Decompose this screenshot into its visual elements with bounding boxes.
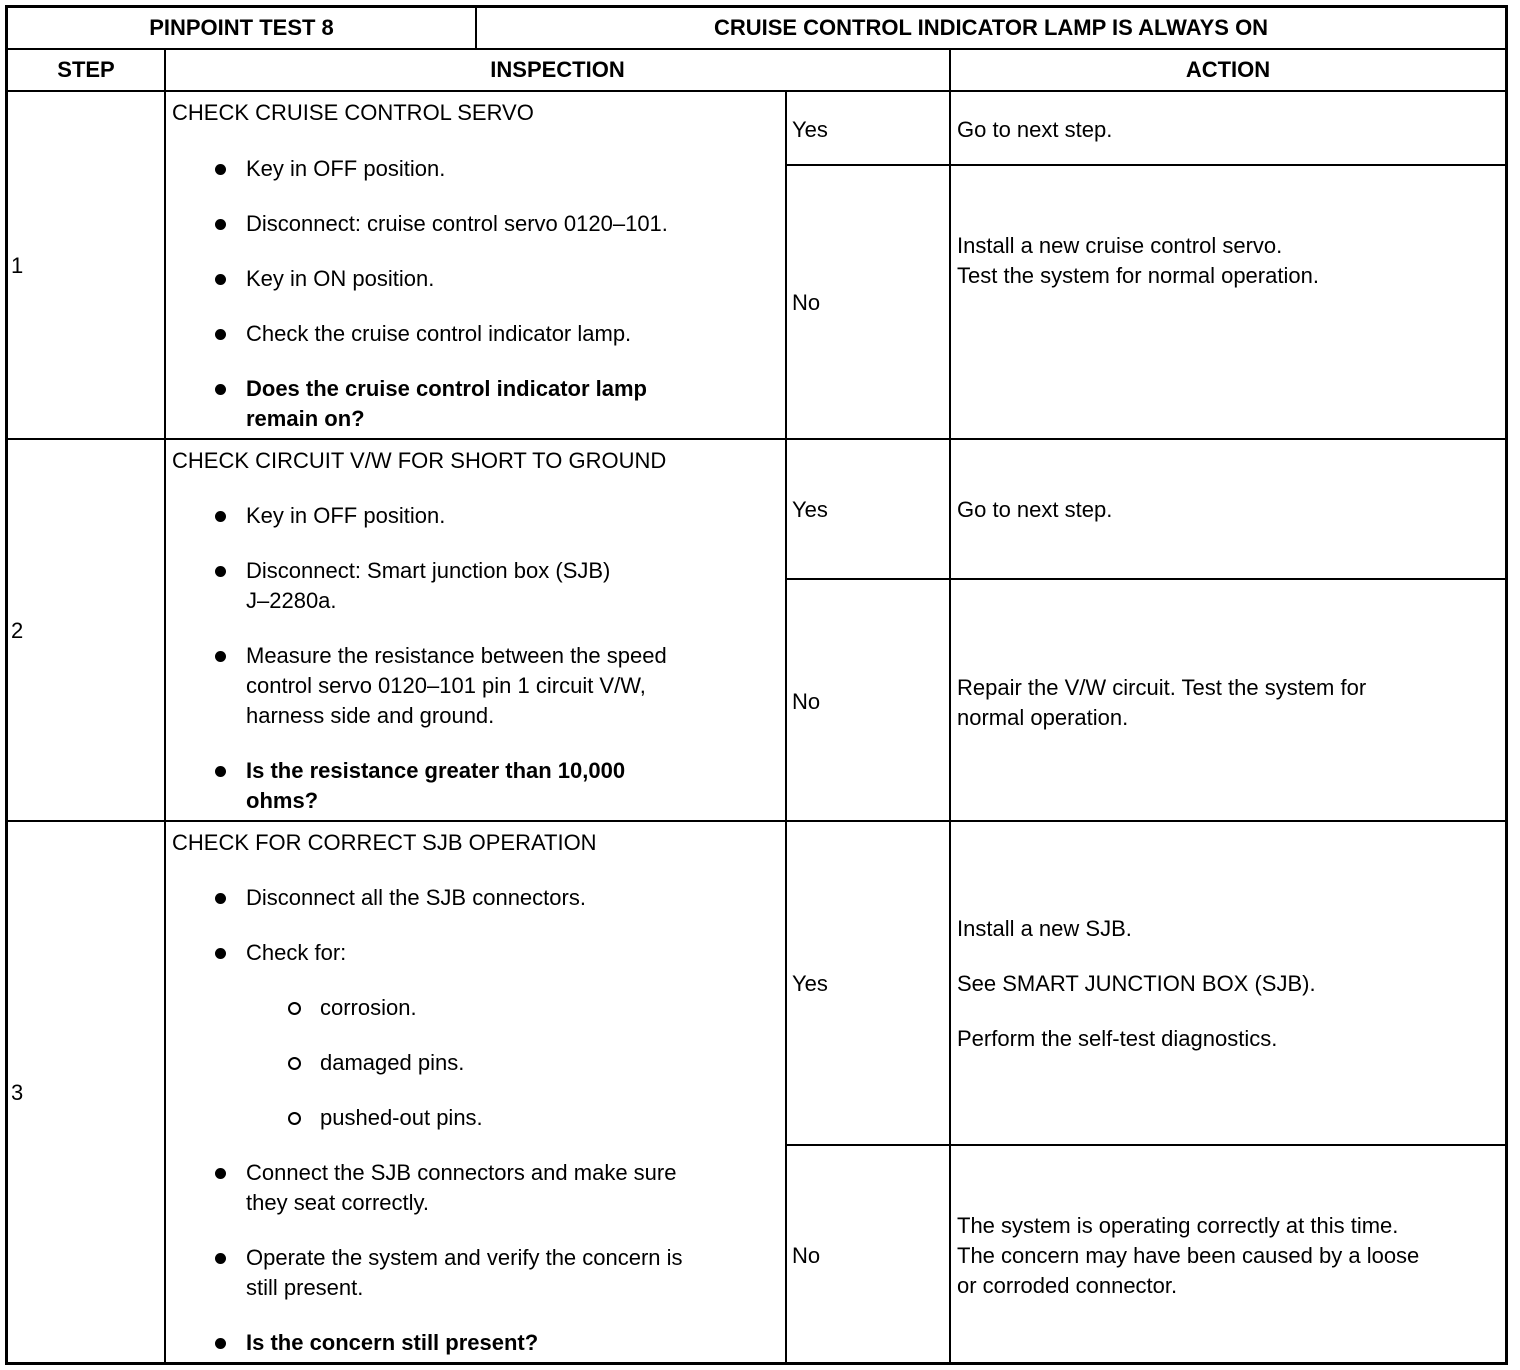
table-border-left xyxy=(5,5,8,1365)
divider-v xyxy=(164,48,166,1364)
test-subject: CRUISE CONTROL INDICATOR LAMP IS ALWAYS ON xyxy=(713,15,1269,40)
bullet-icon xyxy=(215,893,226,904)
step-title: CHECK CRUISE CONTROL SERVO xyxy=(172,100,534,125)
bullet-icon xyxy=(215,948,226,959)
sub-bullet-icon xyxy=(288,1002,301,1015)
inspection-item: still present. xyxy=(246,1275,364,1300)
action-text: Install a new SJB. xyxy=(957,916,1132,941)
inspection-question: Is the concern still present? xyxy=(246,1330,539,1355)
inspection-item: Check for: xyxy=(246,940,347,965)
result-yes: Yes xyxy=(792,497,828,522)
bullet-icon xyxy=(215,566,226,577)
inspection-question: Does the cruise control indicator lamp xyxy=(246,376,647,401)
result-no: No xyxy=(792,689,821,714)
action-text: Repair the V/W circuit. Test the system for xyxy=(957,675,1367,700)
sub-bullet-icon xyxy=(288,1112,301,1125)
bullet-icon xyxy=(215,1338,226,1349)
inspection-sub-item: pushed-out pins. xyxy=(320,1105,483,1130)
inspection-item: control servo 0120–101 pin 1 circuit V/W, xyxy=(246,673,646,698)
divider-h xyxy=(5,438,1508,440)
inspection-item: Key in OFF position. xyxy=(246,156,446,181)
divider-v xyxy=(949,48,951,1364)
column-header-step: STEP xyxy=(57,57,115,82)
inspection-item: harness side and ground. xyxy=(246,703,495,728)
inspection-item: Key in ON position. xyxy=(246,266,435,291)
divider-h xyxy=(5,90,1508,92)
divider-h xyxy=(786,164,1506,166)
bullet-icon xyxy=(215,1253,226,1264)
bullet-icon xyxy=(215,274,226,285)
bullet-icon xyxy=(215,329,226,340)
column-header-inspection: INSPECTION xyxy=(490,57,625,82)
inspection-question: remain on? xyxy=(246,406,365,431)
inspection-item: Operate the system and verify the concern is xyxy=(246,1245,683,1270)
action-text: Go to next step. xyxy=(957,117,1113,142)
step-number: 2 xyxy=(11,618,24,643)
inspection-item: Disconnect: Smart junction box (SJB) xyxy=(246,558,611,583)
inspection-question: Is the resistance greater than 10,000 xyxy=(246,758,626,783)
result-yes: Yes xyxy=(792,117,828,142)
divider-h xyxy=(5,820,1508,822)
result-no: No xyxy=(792,290,821,315)
inspection-item: Check the cruise control indicator lamp. xyxy=(246,321,632,346)
bullet-icon xyxy=(215,651,226,662)
bullet-icon xyxy=(215,164,226,175)
step-title: CHECK FOR CORRECT SJB OPERATION xyxy=(172,830,597,855)
step-title: CHECK CIRCUIT V/W FOR SHORT TO GROUND xyxy=(172,448,667,473)
bullet-icon xyxy=(215,1168,226,1179)
action-text: The system is operating correctly at this time. xyxy=(957,1213,1399,1238)
step-number: 1 xyxy=(11,253,24,278)
table-border-bottom xyxy=(5,1362,1508,1365)
inspection-item: Measure the resistance between the speed xyxy=(246,643,667,668)
inspection-item: Key in OFF position. xyxy=(246,503,446,528)
inspection-item: Disconnect all the SJB connectors. xyxy=(246,885,586,910)
column-header-action: ACTION xyxy=(1185,57,1271,82)
test-title: PINPOINT TEST 8 xyxy=(149,15,334,40)
sub-bullet-icon xyxy=(288,1057,301,1070)
bullet-icon xyxy=(215,511,226,522)
divider-h xyxy=(786,1144,1506,1146)
action-text: The concern may have been caused by a loose xyxy=(957,1243,1420,1268)
action-text: See SMART JUNCTION BOX (SJB). xyxy=(957,971,1316,996)
result-no: No xyxy=(792,1243,821,1268)
inspection-question: ohms? xyxy=(246,788,319,813)
action-text: normal operation. xyxy=(957,705,1129,730)
bullet-icon xyxy=(215,384,226,395)
step-number: 3 xyxy=(11,1080,24,1105)
inspection-sub-item: corrosion. xyxy=(320,995,417,1020)
bullet-icon xyxy=(215,219,226,230)
result-yes: Yes xyxy=(792,971,828,996)
inspection-item: Disconnect: cruise control servo 0120–101. xyxy=(246,211,668,236)
inspection-item: J–2280a. xyxy=(246,588,337,613)
action-text: Perform the self-test diagnostics. xyxy=(957,1026,1278,1051)
action-text: Go to next step. xyxy=(957,497,1113,522)
inspection-item: they seat correctly. xyxy=(246,1190,429,1215)
divider-h xyxy=(786,578,1506,580)
inspection-item: Connect the SJB connectors and make sure xyxy=(246,1160,677,1185)
action-text: Install a new cruise control servo. xyxy=(957,233,1283,258)
table-border-right xyxy=(1505,5,1508,1365)
divider-v xyxy=(785,90,787,1364)
action-text: or corroded connector. xyxy=(957,1273,1178,1298)
bullet-icon xyxy=(215,766,226,777)
action-text: Test the system for normal operation. xyxy=(957,263,1319,288)
inspection-sub-item: damaged pins. xyxy=(320,1050,465,1075)
